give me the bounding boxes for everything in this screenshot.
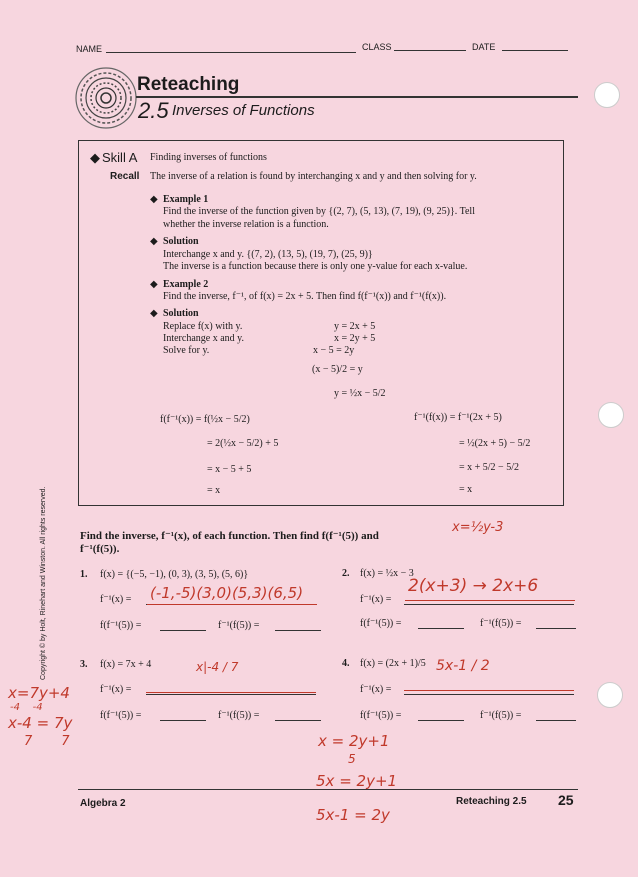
step3-label: Solve for y. bbox=[163, 345, 210, 356]
instructions-line2: f⁻¹(f(5)). bbox=[80, 543, 120, 555]
problem1-ff-field[interactable] bbox=[160, 630, 206, 631]
problem1-number: 1. bbox=[80, 569, 88, 580]
step1-eq: y = 2x + 5 bbox=[334, 321, 376, 332]
problem1-ff-label: f(f⁻¹(5)) = bbox=[100, 620, 142, 631]
problem1-inverse-label: f⁻¹(x) = bbox=[100, 594, 132, 605]
problem2-inverse-label: f⁻¹(x) = bbox=[360, 594, 392, 605]
footer-right: Reteaching 2.5 bbox=[456, 796, 527, 807]
problem4-ff-label: f(f⁻¹(5)) = bbox=[360, 710, 402, 721]
red-pen-line-4 bbox=[404, 690, 574, 691]
handwritten-p3-work: x|-4 / 7 bbox=[196, 660, 239, 674]
punch-hole-top bbox=[594, 82, 620, 108]
problem2-inverse-field[interactable] bbox=[404, 604, 574, 605]
example1-line2: whether the inverse relation is a function. bbox=[163, 219, 329, 230]
example2-diamond-icon: ◆ bbox=[150, 279, 158, 290]
handwritten-margin-4: 7 7 bbox=[24, 734, 70, 749]
recall-text: The inverse of a relation is found by interchanging x and y and then solving for y. bbox=[150, 171, 477, 182]
page-title: Reteaching bbox=[137, 74, 240, 95]
handwritten-margin-1: x=7y+4 bbox=[8, 684, 70, 702]
right-work-1: f⁻¹(f(x)) = f⁻¹(2x + 5) bbox=[414, 412, 502, 423]
spiral-logo-icon bbox=[74, 66, 138, 130]
instructions-line1: Find the inverse, f⁻¹(x), of each function. Then find f(f⁻¹(5)) and bbox=[80, 530, 379, 542]
name-label: NAME bbox=[76, 44, 103, 54]
skill-description: Finding inverses of functions bbox=[150, 152, 267, 163]
problem3-inverse-field[interactable] bbox=[146, 694, 316, 695]
solution2-diamond-icon: ◆ bbox=[150, 308, 158, 319]
handwritten-bottom-1: x = 2y+1 bbox=[318, 732, 390, 750]
left-work-3: = x − 5 + 5 bbox=[207, 464, 252, 475]
footer-rule bbox=[78, 789, 578, 790]
handwritten-p2-answer: 2(x+3) → 2x+6 bbox=[408, 576, 539, 596]
left-work-2: = 2(½x − 5/2) + 5 bbox=[207, 438, 279, 449]
step5-eq: y = ½x − 5/2 bbox=[334, 388, 386, 399]
solution1-diamond-icon: ◆ bbox=[150, 236, 158, 247]
solution2-label: Solution bbox=[163, 308, 199, 319]
right-work-3: = x + 5/2 − 5/2 bbox=[459, 462, 519, 473]
title-rule bbox=[136, 96, 578, 98]
class-line bbox=[394, 50, 466, 51]
skill-label: Skill A bbox=[102, 150, 138, 165]
solution1-line2: The inverse is a function because there is only one y-value for each x-value. bbox=[163, 261, 468, 272]
left-work-4: = x bbox=[207, 485, 221, 496]
skill-diamond-icon: ◆ bbox=[90, 150, 100, 165]
problem1-function: f(x) = {(−5, −1), (0, 3), (3, 5), (5, 6)} bbox=[100, 569, 249, 580]
problem4-function: f(x) = (2x + 1)/5 bbox=[360, 658, 426, 669]
problem4-inverse-field[interactable] bbox=[404, 694, 574, 695]
problem2-ff2-field[interactable] bbox=[536, 628, 576, 629]
class-label: CLASS bbox=[362, 42, 392, 52]
example1-diamond-icon: ◆ bbox=[150, 194, 158, 205]
problem1-ff2-label: f⁻¹(f(5)) = bbox=[218, 620, 260, 631]
problem2-ff-field[interactable] bbox=[418, 628, 464, 629]
problem3-inverse-label: f⁻¹(x) = bbox=[100, 684, 132, 695]
punch-hole-middle bbox=[598, 402, 624, 428]
problem4-ff2-label: f⁻¹(f(5)) = bbox=[480, 710, 522, 721]
step2-eq: x = 2y + 5 bbox=[334, 333, 376, 344]
step1-label: Replace f(x) with y. bbox=[163, 321, 243, 332]
handwritten-p4-answer: 5x-1 / 2 bbox=[436, 658, 490, 674]
name-line bbox=[106, 52, 356, 53]
handwritten-margin-3: x-4 = 7y bbox=[8, 714, 73, 732]
date-label: DATE bbox=[472, 42, 496, 52]
solution1-label: Solution bbox=[163, 236, 199, 247]
handwritten-bottom-4: 5x-1 = 2y bbox=[316, 806, 390, 824]
problem3-ff2-field[interactable] bbox=[275, 720, 321, 721]
example2-label: Example 2 bbox=[163, 279, 209, 290]
section-title: Inverses of Functions bbox=[172, 102, 315, 119]
problem2-ff-label: f(f⁻¹(5)) = bbox=[360, 618, 402, 629]
footer-left: Algebra 2 bbox=[80, 798, 126, 809]
problem3-ff-label: f(f⁻¹(5)) = bbox=[100, 710, 142, 721]
problem3-ff-field[interactable] bbox=[160, 720, 206, 721]
punch-hole-bottom bbox=[597, 682, 623, 708]
copyright-text: Copyright © by Holt, Rinehart and Winston. All rights reserved. bbox=[40, 486, 47, 680]
problem3-number: 3. bbox=[80, 659, 88, 670]
example2-line1: Find the inverse, f⁻¹, of f(x) = 2x + 5. Then find f(f⁻¹(x)) and f⁻¹(f(x)). bbox=[163, 291, 447, 302]
problem2-function: f(x) = ½x − 3 bbox=[360, 568, 414, 579]
problem3-function: f(x) = 7x + 4 bbox=[100, 659, 152, 670]
step4-eq: (x − 5)/2 = y bbox=[312, 364, 363, 375]
problem2-ff2-label: f⁻¹(f(5)) = bbox=[480, 618, 522, 629]
problem4-inverse-label: f⁻¹(x) = bbox=[360, 684, 392, 695]
recall-label: Recall bbox=[110, 171, 140, 182]
handwritten-p2-work: x=½y-3 bbox=[452, 520, 504, 535]
problem1-ff2-field[interactable] bbox=[275, 630, 321, 631]
problem4-ff-field[interactable] bbox=[418, 720, 464, 721]
problem2-number: 2. bbox=[342, 568, 350, 579]
right-work-4: = x bbox=[459, 484, 473, 495]
solution1-line1: Interchange x and y. {(7, 2), (13, 5), (19, 7), (25, 9)} bbox=[163, 249, 373, 260]
problem4-number: 4. bbox=[342, 658, 350, 669]
section-number: 2.5 bbox=[138, 98, 169, 123]
red-pen-line-2 bbox=[405, 600, 575, 601]
example1-line1: Find the inverse of the function given by {(2, 7), (5, 13), (7, 19), (9, 25)}. Tell bbox=[163, 206, 475, 217]
date-line bbox=[502, 50, 568, 51]
problem3-ff2-label: f⁻¹(f(5)) = bbox=[218, 710, 260, 721]
handwritten-bottom-3: 5x = 2y+1 bbox=[316, 772, 398, 790]
problem4-ff2-field[interactable] bbox=[536, 720, 576, 721]
example1-label: Example 1 bbox=[163, 194, 209, 205]
left-work-1: f(f⁻¹(x)) = f(½x − 5/2) bbox=[160, 414, 250, 425]
page-number: 25 bbox=[558, 792, 574, 808]
right-work-2: = ½(2x + 5) − 5/2 bbox=[459, 438, 531, 449]
step3-eq: x − 5 = 2y bbox=[313, 345, 355, 356]
handwritten-bottom-2: 5 bbox=[348, 752, 356, 766]
handwritten-p1-answer: (-1,-5)(3,0)(5,3)(6,5) bbox=[150, 584, 304, 602]
handwritten-margin-2: -4 -4 bbox=[10, 702, 43, 713]
red-pen-line-3 bbox=[146, 692, 316, 693]
step2-label: Interchange x and y. bbox=[163, 333, 244, 344]
red-pen-line-1 bbox=[147, 604, 317, 605]
